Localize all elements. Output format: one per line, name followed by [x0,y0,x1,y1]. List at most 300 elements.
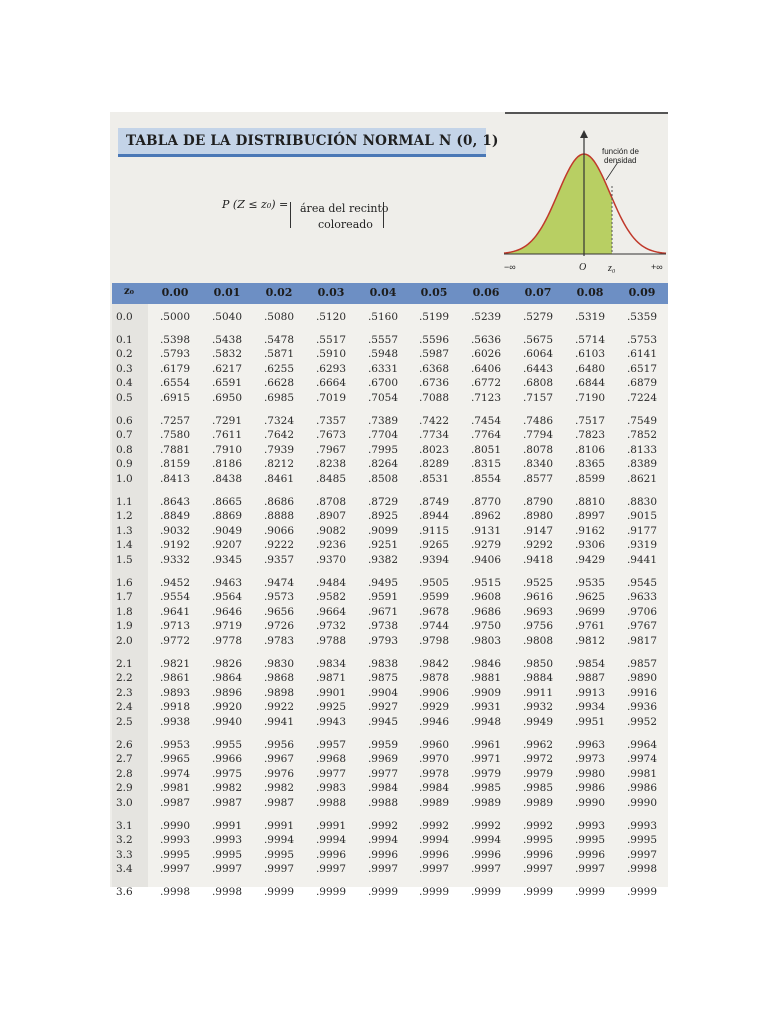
x-label-origin: O [579,262,587,273]
table-cell: .5199 [418,311,450,323]
column-header: 0.05 [420,286,448,299]
table-cell: .5319 [574,311,606,323]
table-cell: .9713 [159,620,191,633]
table-cell: .9994 [315,834,347,847]
table-cell: .9678 [418,605,450,618]
table-cell: .8686 [263,495,295,508]
table-cell: .9999 [522,886,554,898]
table-cell: .9929 [418,701,450,714]
table-cell: .6985 [263,392,295,404]
table-cell: .9850 [522,657,554,670]
table-cell: .6331 [367,362,399,375]
table-cell: .9991 [211,819,243,832]
table-cell: .8621 [626,473,658,485]
row-z-label: 2.2 [116,672,133,685]
table-cell: .8159 [159,458,191,471]
table-cell: .9998 [626,863,658,876]
table-cell: .9441 [626,554,658,566]
table-cell: .9279 [470,539,502,552]
table-cell: .9998 [159,886,191,898]
table-cell: .9793 [367,635,399,647]
table-cell: .7704 [367,429,399,442]
table-cell: .5832 [211,348,243,361]
table-cell: .9999 [418,886,450,898]
table-cell: .9838 [367,657,399,670]
table-cell: .9906 [418,686,450,699]
table-cell: .9967 [263,753,295,766]
table-cell: .9997 [574,863,606,876]
table-cell: .9968 [315,753,347,766]
table-cell: .9922 [263,701,295,714]
row-z-label: 0.2 [116,348,133,361]
table-cell: .9992 [418,819,450,832]
table-cell: .7517 [574,414,606,427]
table-cell: .9949 [522,716,554,728]
x-label-right: +∞ [651,262,663,272]
x-label-z0: z₀ [608,263,616,274]
row-z-label: 3.2 [116,834,133,847]
table-cell: .9625 [574,591,606,604]
table-cell: .9656 [263,605,295,618]
table-cell: .7642 [263,429,295,442]
table-cell: .7852 [626,429,658,442]
table-cell: .8238 [315,458,347,471]
table-cell: .9997 [159,863,191,876]
table-cell: .9049 [211,524,243,537]
density-label-2: densidad [604,156,637,165]
table-cell: .8980 [522,510,554,523]
table-cell: .9484 [315,576,347,589]
table-cell: .9931 [470,701,502,714]
table-cell: .9633 [626,591,658,604]
table-cell: .9992 [522,819,554,832]
table-cell: .9147 [522,524,554,537]
table-cell: .8729 [367,495,399,508]
table-cell: .9995 [263,848,295,861]
table-cell: .5793 [159,348,191,361]
table-cell: .9961 [470,738,502,751]
table-cell: .9995 [211,848,243,861]
table-cell: .6443 [522,362,554,375]
table-cell: .9032 [159,524,191,537]
header-corner: z₀ [123,286,135,297]
row-z-label: 2.9 [116,782,133,795]
table-cell: .9993 [159,834,191,847]
table-cell: .9192 [159,539,191,552]
table-cell: .9887 [574,672,606,685]
row-z-label: 1.0 [116,473,133,485]
table-cell: .6736 [418,377,450,390]
table-cell: .9015 [626,510,658,523]
table-cell: .7123 [470,392,502,404]
table-cell: .8790 [522,495,554,508]
table-cell: .9920 [211,701,243,714]
table-cell: .7357 [315,414,347,427]
table-cell: .9474 [263,576,295,589]
table-cell: .5438 [211,333,243,346]
table-cell: .8212 [263,458,295,471]
table-cell: .9319 [626,539,658,552]
table-cell: .6480 [574,362,606,375]
table-cell: .8289 [418,458,450,471]
table-cell: .9671 [367,605,399,618]
table-cell: .8665 [211,495,243,508]
table-cell: .8413 [159,473,191,485]
table-cell: .7967 [315,443,347,456]
table-cell: .9997 [470,863,502,876]
table-cell: .7823 [574,429,606,442]
table-cell: .9292 [522,539,554,552]
table-cell: .9988 [315,797,347,809]
table-cell: .9991 [315,819,347,832]
table-cell: .8749 [418,495,450,508]
table-cell: .9830 [263,657,295,670]
table-cell: .8944 [418,510,450,523]
table-cell: .9719 [211,620,243,633]
row-z-label: 1.5 [116,554,133,566]
table-cell: .9999 [574,886,606,898]
table-cell: .9982 [263,782,295,795]
table-cell: .9986 [574,782,606,795]
table-cell: .6293 [315,362,347,375]
table-cell: .9616 [522,591,554,604]
table-cell: .9573 [263,591,295,604]
table-cell: .9857 [626,657,658,670]
table-cell: .9996 [315,848,347,861]
table-cell: .5478 [263,333,295,346]
table-cell: .9817 [626,635,658,647]
table-cell: .9429 [574,554,606,566]
table-cell: .9988 [367,797,399,809]
row-z-label: 0.0 [116,311,133,323]
table-cell: .5714 [574,333,606,346]
table-cell: .9881 [470,672,502,685]
table-cell: .9099 [367,524,399,537]
table-cell: .8078 [522,443,554,456]
table-cell: .9965 [159,753,191,766]
column-header: 0.00 [161,286,189,299]
table-cell: .9664 [315,605,347,618]
table-cell: .9934 [574,701,606,714]
table-cell: .9982 [211,782,243,795]
table-cell: .5910 [315,348,347,361]
row-z-label: 0.6 [116,414,133,427]
table-cell: .9767 [626,620,658,633]
table-cell: .9893 [159,686,191,699]
table-cell: .9989 [522,797,554,809]
table-cell: .6844 [574,377,606,390]
table-cell: .9750 [470,620,502,633]
table-cell: .9525 [522,576,554,589]
row-z-label: 0.7 [116,429,133,442]
table-cell: .7224 [626,392,658,404]
table-cell: .9979 [522,767,554,780]
normal-density-figure [500,130,670,280]
table-cell: .9927 [367,701,399,714]
table-cell: .8461 [263,473,295,485]
table-cell: .9983 [315,782,347,795]
table-cell: .9726 [263,620,295,633]
row-z-label: 2.7 [116,753,133,766]
table-cell: .6628 [263,377,295,390]
table-cell: .8888 [263,510,295,523]
table-cell: .9993 [626,819,658,832]
table-cell: .9990 [626,797,658,809]
table-cell: .9996 [574,848,606,861]
table-cell: .9744 [418,620,450,633]
column-header: 0.01 [213,286,241,299]
table-cell: .7794 [522,429,554,442]
row-z-label: 1.8 [116,605,133,618]
table-cell: .5359 [626,311,658,323]
table-cell: .6591 [211,377,243,390]
table-cell: .9772 [159,635,191,647]
table-cell: .6368 [418,362,450,375]
row-z-label: 2.6 [116,738,133,751]
row-z-label: 0.8 [116,443,133,456]
table-cell: .9999 [315,886,347,898]
table-cell: .9977 [315,767,347,780]
table-cell: .8925 [367,510,399,523]
table-cell: .7580 [159,429,191,442]
table-cell: .6217 [211,362,243,375]
row-z-label: 1.1 [116,495,133,508]
table-cell: .9925 [315,701,347,714]
table-cell: .9971 [470,753,502,766]
row-z-label: 0.5 [116,392,133,404]
row-z-label: 3.6 [116,886,133,898]
title-banner [118,128,499,157]
table-cell: .9236 [315,539,347,552]
table-cell: .5398 [159,333,191,346]
table-cell: .9981 [626,767,658,780]
table-cell: .6808 [522,377,554,390]
table-cell: .9997 [522,863,554,876]
table-cell: .9890 [626,672,658,685]
row-z-label: 2.5 [116,716,133,728]
table-cell: .8186 [211,458,243,471]
table-cell: .9913 [574,686,606,699]
table-cell: .9463 [211,576,243,589]
table-cell: .9406 [470,554,502,566]
column-header: 0.08 [576,286,604,299]
table-cell: .7291 [211,414,243,427]
row-z-label: 1.9 [116,620,133,633]
table-cell: .9932 [522,701,554,714]
table-cell: .9564 [211,591,243,604]
table-cell: .9989 [418,797,450,809]
table-cell: .9987 [263,797,295,809]
table-cell: .9985 [522,782,554,795]
table-cell: .9997 [315,863,347,876]
table-cell: .5080 [263,311,295,323]
table-cell: .9854 [574,657,606,670]
table-cell: .7673 [315,429,347,442]
table-cell: .9946 [418,716,450,728]
table-cell: .9976 [263,767,295,780]
table-cell: .9952 [626,716,658,728]
table-cell: .6255 [263,362,295,375]
table-cell: .9962 [522,738,554,751]
table-cell: .9936 [626,701,658,714]
table-cell: .5948 [367,348,399,361]
table-cell: .8577 [522,473,554,485]
table-cell: .9994 [367,834,399,847]
table-cell: .9418 [522,554,554,566]
table-cell: .9904 [367,686,399,699]
table-cell: .9979 [470,767,502,780]
table-cell: .5753 [626,333,658,346]
table-cell: .9956 [263,738,295,751]
table-cell: .7734 [418,429,450,442]
table-cell: .9995 [574,834,606,847]
row-z-label: 1.4 [116,539,133,552]
table-cell: .7881 [159,443,191,456]
table-cell: .9761 [574,620,606,633]
table-cell: .9394 [418,554,450,566]
column-header: 0.09 [628,286,656,299]
table-cell: .9997 [418,863,450,876]
page-title: TABLA DE LA DISTRIBUCIÓN NORMAL N (0, 1) [126,133,499,149]
table-cell: .9826 [211,657,243,670]
table-cell: .9964 [626,738,658,751]
table-cell: .9980 [574,767,606,780]
column-header: 0.06 [472,286,500,299]
table-cell: .9992 [470,819,502,832]
table-cell: .9984 [418,782,450,795]
formula-rhs-top: área del recinto [300,202,389,215]
table-cell: .8438 [211,473,243,485]
table-cell: .9943 [315,716,347,728]
table-cell: .9332 [159,554,191,566]
table-cell: .9878 [418,672,450,685]
table-cell: .5596 [418,333,450,346]
table-cell: .9966 [211,753,243,766]
table-cell: .9999 [470,886,502,898]
table-cell: .9756 [522,620,554,633]
table-cell: .9251 [367,539,399,552]
table-cell: .8389 [626,458,658,471]
table-cell: .9969 [367,753,399,766]
table-cell: .9997 [626,848,658,861]
table-cell: .5160 [367,311,399,323]
table-cell: .9953 [159,738,191,751]
table-cell: .7324 [263,414,295,427]
table-cell: .9778 [211,635,243,647]
table-cell: .9941 [263,716,295,728]
table-cell: .5000 [159,311,191,323]
row-z-label: 1.3 [116,524,133,537]
column-header: 0.02 [265,286,293,299]
table-cell: .6950 [211,392,243,404]
table-cell: .9975 [211,767,243,780]
table-cell: .8023 [418,443,450,456]
table-cell: .6103 [574,348,606,361]
row-z-label: 0.4 [116,377,133,390]
probability-area [504,154,612,254]
table-cell: .9996 [367,848,399,861]
column-header: 0.07 [524,286,552,299]
table-cell: .9963 [574,738,606,751]
formula-lhs: P (Z ≤ z₀) = [222,198,289,211]
table-cell: .8643 [159,495,191,508]
table-cell: .9986 [626,782,658,795]
table-cell: .9990 [574,797,606,809]
table-cell: .7190 [574,392,606,404]
table-cell: .9994 [418,834,450,847]
table-cell: .8051 [470,443,502,456]
table-cell: .8340 [522,458,554,471]
table-cell: .9686 [470,605,502,618]
table-cell: .9990 [159,819,191,832]
table-cell: .7910 [211,443,243,456]
table-cell: .9995 [522,834,554,847]
table-cell: .9997 [263,863,295,876]
table-cell: .9306 [574,539,606,552]
table-cell: .9972 [522,753,554,766]
table-cell: .8849 [159,510,191,523]
table-cell: .6179 [159,362,191,375]
table-cell: .6879 [626,377,658,390]
table-cell: .8770 [470,495,502,508]
table-cell: .8810 [574,495,606,508]
table-cell: .6406 [470,362,502,375]
table-cell: .9977 [367,767,399,780]
table-cell: .9812 [574,635,606,647]
table-cell: .7054 [367,392,399,404]
table-cell: .9846 [470,657,502,670]
table-cell: .9545 [626,576,658,589]
table-cell: .9591 [367,591,399,604]
table-cell: .7454 [470,414,502,427]
density-label-1: función de [602,147,639,156]
row-z-label: 3.0 [116,797,133,809]
table-cell: .8531 [418,473,450,485]
formula-rhs-bottom: coloreado [318,218,373,231]
table-cell: .8133 [626,443,658,456]
table-cell: .9207 [211,539,243,552]
column-header: 0.04 [369,286,397,299]
table-cell: .9599 [418,591,450,604]
table-cell: .9974 [159,767,191,780]
table-cell: .6026 [470,348,502,361]
table-cell: .8508 [367,473,399,485]
table-cell: .5279 [522,311,554,323]
table-cell: .9222 [263,539,295,552]
table-cell: .9608 [470,591,502,604]
table-cell: .9066 [263,524,295,537]
table-cell: .9945 [367,716,399,728]
table-cell: .9987 [159,797,191,809]
table-cell: .9993 [211,834,243,847]
table-cell: .8708 [315,495,347,508]
table-cell: .9995 [626,834,658,847]
table-cell: .6700 [367,377,399,390]
table-cell: .5239 [470,311,502,323]
table-cell: .9821 [159,657,191,670]
table-cell: .9957 [315,738,347,751]
table-cell: .9996 [522,848,554,861]
table-cell: .8365 [574,458,606,471]
row-z-label: 2.0 [116,635,133,647]
table-cell: .8554 [470,473,502,485]
table-cell: .5871 [263,348,295,361]
table-cell: .9994 [470,834,502,847]
table-cell: .9495 [367,576,399,589]
table-cell: .9693 [522,605,554,618]
table-cell: .6064 [522,348,554,361]
table-cell: .7549 [626,414,658,427]
